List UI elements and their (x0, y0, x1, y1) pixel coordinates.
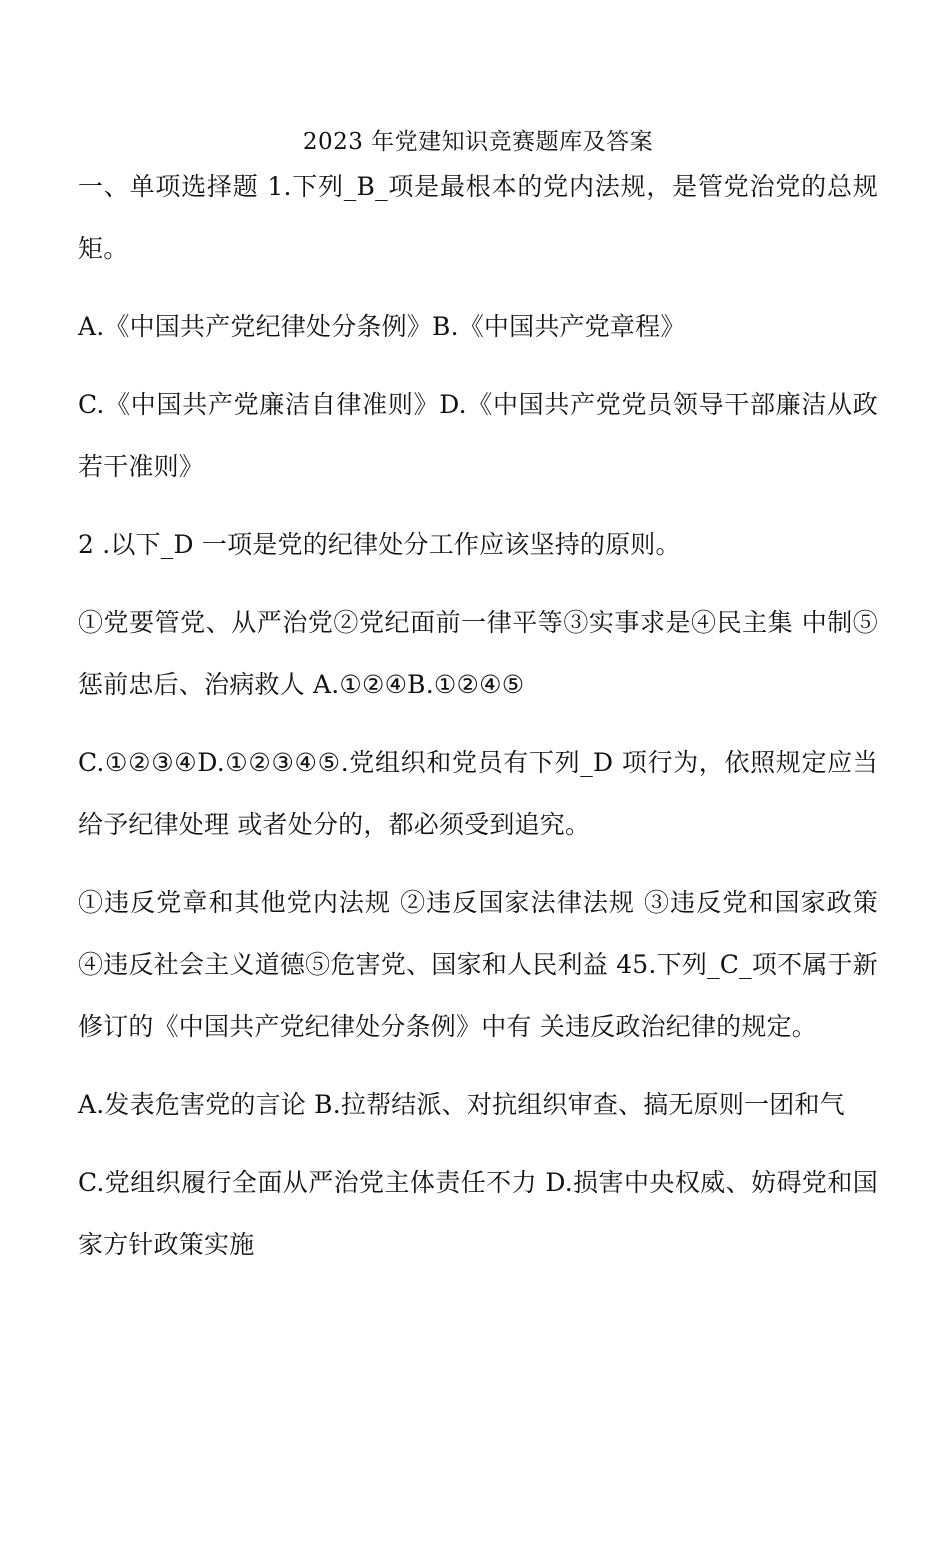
paragraph-q2-options-q3: C.①②③④D.①②③④⑤.党组织和党员有下列_D 项行为，依照规定应当给予纪律处理 或者处分的，都必须受到追究。 (78, 748, 878, 839)
paragraph-q1-options-cd: C.《中国共产党廉洁自律准则》D.《中国共产党党员领导干部廉洁从政若干准则》 (78, 390, 878, 481)
paragraph-q4-options-ab: A.发表危害党的言论 B.拉帮结派、对抗组织审查、搞无原则一团和气 (78, 1090, 845, 1119)
paragraph-q4-options-cd: C.党组织履行全面从严治党主体责任不力 D.损害中央权威、妨碍党和国家方针政策实施 (78, 1168, 878, 1259)
paragraph-q2-items: ①党要管党、从严治党②党纪面前一律平等③实事求是④民主集 中制⑤惩前忠后、治病救人 A.①②④B.①②④⑤ (78, 608, 878, 699)
paragraph-q1: 一、单项选择题 1.下列_B_项是最根本的党内法规，是管党治党的总规矩。 (78, 172, 878, 263)
document-title: 2023 年党建知识竞赛题库及答案 (302, 129, 654, 155)
paragraph-q2: 2 .以下_D 一项是党的纪律处分工作应该坚持的原则。 (78, 530, 681, 559)
document-page (78, 120, 878, 1292)
paragraph-q3-items-q4: ①违反党章和其他党内法规 ②违反国家法律法规 ③违反党和国家政策 ④违反社会主义道德⑤危害党、国家和人民利益 45.下列_C_项不属于新修订的《中国共产党纪律处分条例》中有 关违反政治纪律的规定。 (78, 888, 878, 1041)
paragraph-q1-options-ab: A.《中国共产党纪律处分条例》B.《中国共产党章程》 (78, 312, 686, 341)
